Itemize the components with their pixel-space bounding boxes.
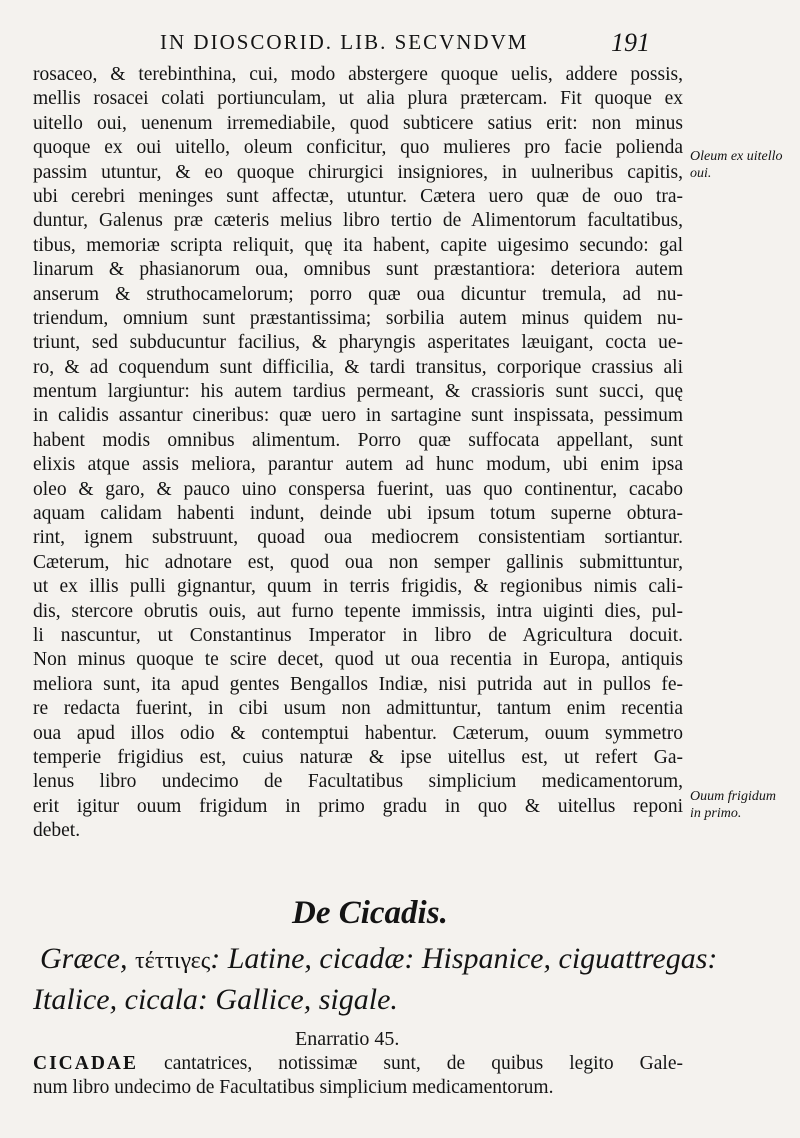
text-line: meliora sunt, ita apud gentes Bengallos Indiæ, nisi putrida aut in pullos fe- [33,673,683,695]
page-number: 191 [611,28,650,57]
text-line: Non minus quoque te scire decet, quod ut oua recentia in Europa, antiquis [33,649,683,671]
text-line: uitello oui, uenenum irremediabile, quod subticere satius erit: non minus [33,112,683,134]
text-line: rint, ignem substruunt, quoad oua mediocrem consistentiam sortiantur. [33,527,683,549]
text-line: mellis rosacei colati portiunculam, ut alia plura prætercam. Fit quoque ex [33,88,683,110]
text-line: ut ex illis pulli gignantur, quum in terris frigidis, & regionibus nimis cali- [33,576,683,598]
text-line: temperie frigidius est, cuius naturæ & ipse uitellus est, ut refert Ga- [33,746,683,768]
text-line: oleo & garo, & pauco uino conspersa fuerint, uas quo continentur, cacabo [33,478,683,500]
text-line: linarum & phasianorum oua, omnibus sunt præstantiora: deteriora autem [33,259,683,281]
text-line: quoque ex oui uitello, oleum conficitur, quo mulieres pro facie polienda [33,137,683,159]
enarratio-number: Enarratio 45. [295,1028,400,1050]
text-line: triunt, sed subducuntur facilius, & pharyngis asperitates læuigant, cocta ue- [33,332,683,354]
text-line: in calidis assantur cineribus: quæ uero in sartagine sunt inspissata, pessimum [33,405,683,427]
text-line: ubi cerebri meninges sunt affectæ, utuntur. Cætera uero quæ de ouo tra- [33,185,683,207]
margin-note-oleum: Oleum ex uitello oui. [690,149,783,181]
text-line: num libro undecimo de Facultatibus simplicium medicamentorum. [33,1077,554,1099]
text-line: dis, stercore obrutis ouis, aut furno tepente immissis, intra uiginti dies, pul- [33,600,683,622]
text-line: debet. [33,820,81,842]
text-line: Cæterum, hic adnotare est, quod oua non semper gallinis submittuntur, [33,551,683,573]
main-text-block [33,63,683,844]
section-text [33,1052,683,1101]
text-line [33,1052,683,1076]
text-line: elixis atque assis meliora, parantur autem ad hunc modum, ubi enim ipsa [33,454,683,476]
names-line-2: Italice, cicala: Gallice, sigale. [33,983,398,1016]
text-line: aquam calidam habenti indunt, deinde ubi ipsum totum superne obtura- [33,503,683,525]
text-line: oua apud illos odio & contemptui habentur. Cæterum, ouum symmetro [33,722,683,744]
text-line: duntur, Galenus præ cæteris melius libro tertio de Alimentorum facultatibus, [33,210,683,232]
names-line-1 [40,942,718,976]
running-title: IN DIOSCORID. LIB. SECVNDVM [160,30,529,54]
lead-word: CICADAE [33,1053,139,1074]
text-line: habent modis omnibus alimentum. Porro quæ suffocata appellant, sunt [33,429,683,451]
section-heading: De Cicadis. [292,895,448,931]
text-line: ro, & ad coquendum sunt difficilia, & tardi transitus, corporique crassius ali [33,356,683,378]
text-line: triendum, omnium sunt præstantissima; sorbilia autem minus quidem nu- [33,307,683,329]
greek-word: τέττιγες [134,948,211,974]
text-line: anserum & struthocamelorum; porro quæ oua dicuntur tremula, ad nu- [33,283,683,305]
text-line: lenus libro undecimo de Facultatibus simplicium medicamentorum, [33,771,683,793]
names-greek-label: Græce, [40,942,135,975]
text-line: mentum largiuntur: his autem tardius permeant, & crassioris sunt succi, quę [33,381,683,403]
text-line: erit igitur ouum frigidum in primo gradu in quo & uitellus reponi [33,795,683,817]
margin-note-ouum: Ouum frigidum in primo. [690,789,776,821]
text-line: passim utuntur, & eo quoque chirurgici insigniores, in uulneribus capitis, [33,161,683,183]
text-line: re redacta fuerint, in cibi usum non admittuntur, tantum enim recentia [33,698,683,720]
lead-continuation: cantatrices, notissimæ sunt, de quibus legito Gale- [138,1053,683,1074]
text-line: tibus, memoriæ scripta reliquit, quę ita habent, capite uigesimo secundo: gal [33,234,683,256]
text-line: rosaceo, & terebinthina, cui, modo abstergere quoque uelis, addere possis, [33,64,683,85]
names-latin-hispanic: : Latine, cicadæ: Hispanice, ciguattregas: [210,942,718,975]
text-line: li nascuntur, ut Constantinus Imperator in libro de Agricultura docuit. [33,624,683,646]
